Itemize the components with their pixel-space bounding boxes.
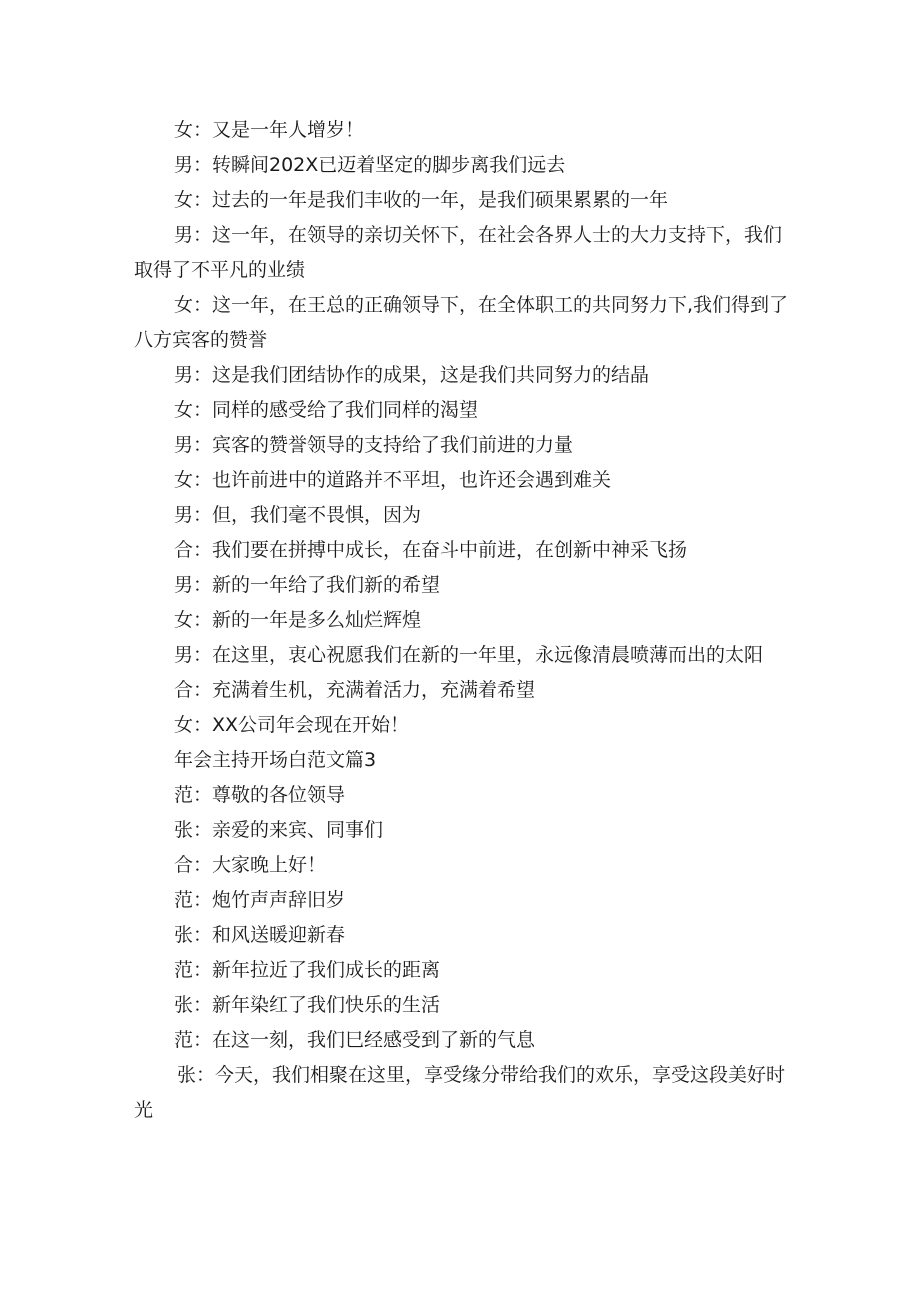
section-heading: 年会主持开场白范文篇3: [174, 749, 377, 771]
paragraph: 范：尊敬的各位领导: [174, 784, 346, 806]
paragraph: 合：充满着生机，充满着活力，充满着希望: [174, 679, 536, 701]
paragraph: 范：在这一刻，我们巳经感受到了新的气息: [174, 1029, 536, 1051]
paragraph: 男：在这里，衷心祝愿我们在新的一年里，永远像清晨喷薄而出的太阳: [174, 644, 764, 666]
paragraph: 男：这是我们团结协作的成果，这是我们共同努力的结晶: [174, 364, 650, 386]
paragraph: 张：今天，我们相聚在这里，享受缘分带给我们的欢乐，享受这段美好时光: [134, 1064, 786, 1121]
paragraph: 男：宾客的赞誉领导的支持给了我们前进的力量: [174, 434, 574, 456]
paragraph: 张：和风送暖迎新春: [174, 924, 346, 946]
paragraph: 女：新的一年是多么灿烂辉煌: [174, 609, 422, 631]
paragraph: 女：XX公司年会现在开始！: [174, 714, 410, 736]
paragraph: 男：新的一年给了我们新的希望: [174, 574, 441, 596]
paragraph: 合：我们要在拼搏中成长，在奋斗中前进，在创新中神采飞扬: [174, 539, 688, 561]
paragraph: 男：但，我们毫不畏惧，因为: [174, 504, 422, 526]
paragraph: 男：这一年，在领导的亲切关怀下，在社会各界人士的大力支持下，我们取得了不平凡的业绩: [134, 224, 783, 281]
paragraph: 范：新年拉近了我们成长的距离: [174, 959, 441, 981]
paragraph: 女：也许前进中的道路并不平坦，也许还会遇到难关: [174, 469, 612, 491]
paragraph: 合：大家晚上好！: [174, 854, 327, 876]
paragraph: 张：亲爱的来宾、同事们: [174, 819, 384, 841]
paragraph: 张：新年染红了我们快乐的生活: [174, 994, 441, 1016]
paragraph: 女：过去的一年是我们丰收的一年，是我们硕果累累的一年: [174, 189, 669, 211]
paragraph: 男：转瞬间202X已迈着坚定的脚步离我们远去: [174, 154, 566, 176]
paragraph: 女：同样的感受给了我们同样的渴望: [174, 399, 479, 421]
paragraph: 女：这一年，在王总的正确领导下，在全体职工的共同努力下,我们得到了八方宾客的赞誉: [134, 294, 789, 351]
paragraph: 范：炮竹声声辞旧岁: [174, 889, 346, 911]
paragraph: 女：又是一年人增岁！: [174, 119, 365, 141]
document-body: [134, 113, 794, 1128]
